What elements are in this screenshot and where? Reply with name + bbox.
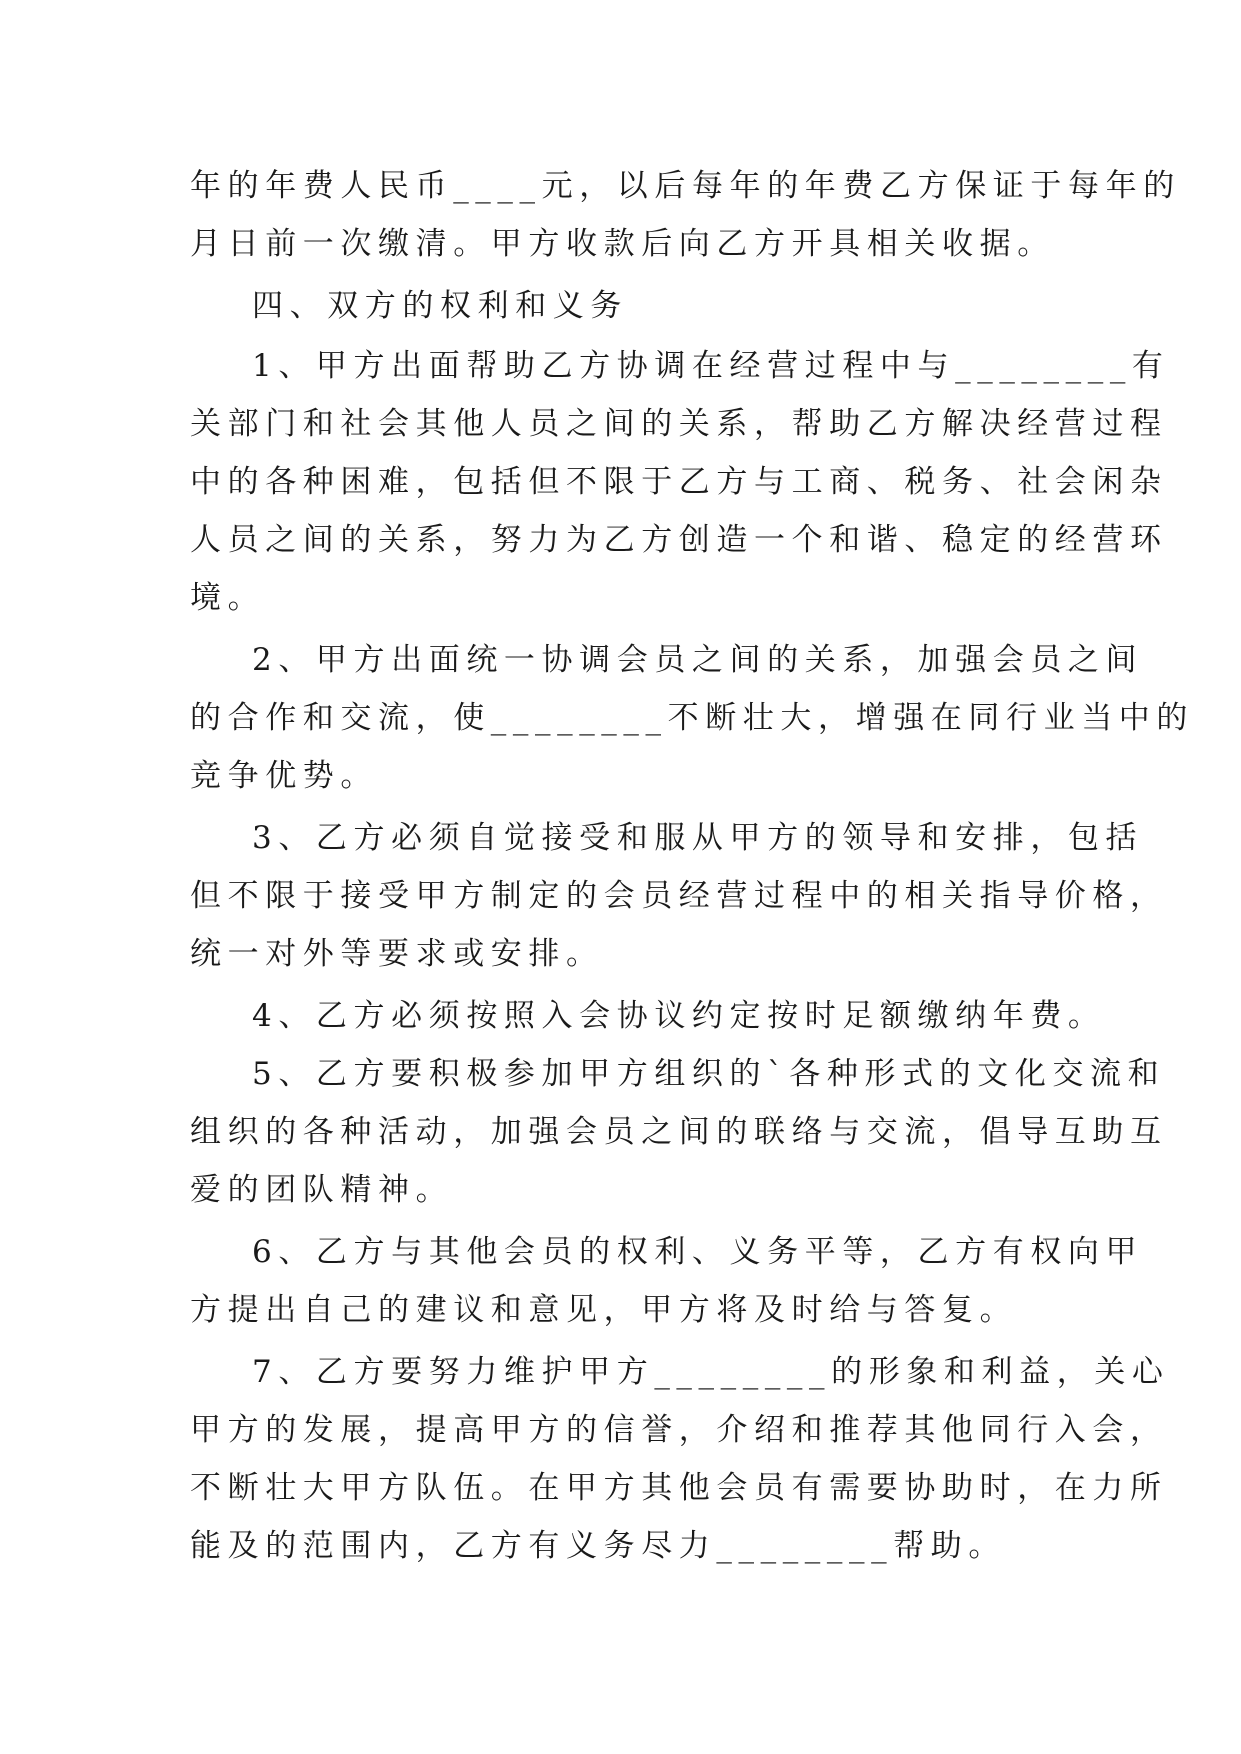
text-line-10: 的合作和交流，使________不断壮大，增强在同行业当中的 (190, 700, 1194, 736)
text-line-4: 1、甲方出面帮助乙方协调在经营过程中与________有 (252, 348, 1170, 384)
text-line-21: 7、乙方要努力维护甲方________的形象和利益，关心 (252, 1354, 1170, 1390)
text-line-18: 爱的团队精神。 (190, 1172, 454, 1208)
text-line-11: 竞争优势。 (190, 758, 378, 794)
text-line-2: 月日前一次缴清。甲方收款后向乙方开具相关收据。 (190, 226, 1055, 262)
text-line-7: 人员之间的关系，努力为乙方创造一个和谐、稳定的经营环 (190, 522, 1168, 558)
text-line-6: 中的各种困难，包括但不限于乙方与工商、税务、社会闲杂 (190, 464, 1168, 500)
text-line-1: 年的年费人民币____元，以后每年的年费乙方保证于每年的 (190, 168, 1181, 204)
text-line-13: 但不限于接受甲方制定的会员经营过程中的相关指导价格， (190, 878, 1168, 914)
text-line-17: 组织的各种活动，加强会员之间的联络与交流，倡导互助互 (190, 1114, 1168, 1150)
text-line-24: 能及的范围内，乙方有义务尽力________帮助。 (190, 1528, 1006, 1564)
text-line-15: 4、乙方必须按照入会协议约定按时足额缴纳年费。 (252, 998, 1106, 1034)
text-line-19: 6、乙方与其他会员的权利、义务平等，乙方有权向甲 (252, 1234, 1144, 1270)
text-line-23: 不断壮大甲方队伍。在甲方其他会员有需要协助时，在力所 (190, 1470, 1168, 1506)
text-line-22: 甲方的发展，提高甲方的信誉，介绍和推荐其他同行入会， (190, 1412, 1168, 1448)
text-line-12: 3、乙方必须自觉接受和服从甲方的领导和安排，包括 (252, 820, 1144, 856)
text-line-16: 5、乙方要积极参加甲方组织的`各种形式的文化交流和 (252, 1056, 1166, 1092)
text-line-9: 2、甲方出面统一协调会员之间的关系，加强会员之间 (252, 642, 1144, 678)
section-heading-rights-obligations: 四、双方的权利和义务 (252, 288, 628, 324)
text-line-14: 统一对外等要求或安排。 (190, 936, 604, 972)
text-line-20: 方提出自己的建议和意见，甲方将及时给与答复。 (190, 1292, 1018, 1328)
text-line-8: 境。 (190, 580, 266, 616)
text-line-5: 关部门和社会其他人员之间的关系，帮助乙方解决经营过程 (190, 406, 1168, 442)
